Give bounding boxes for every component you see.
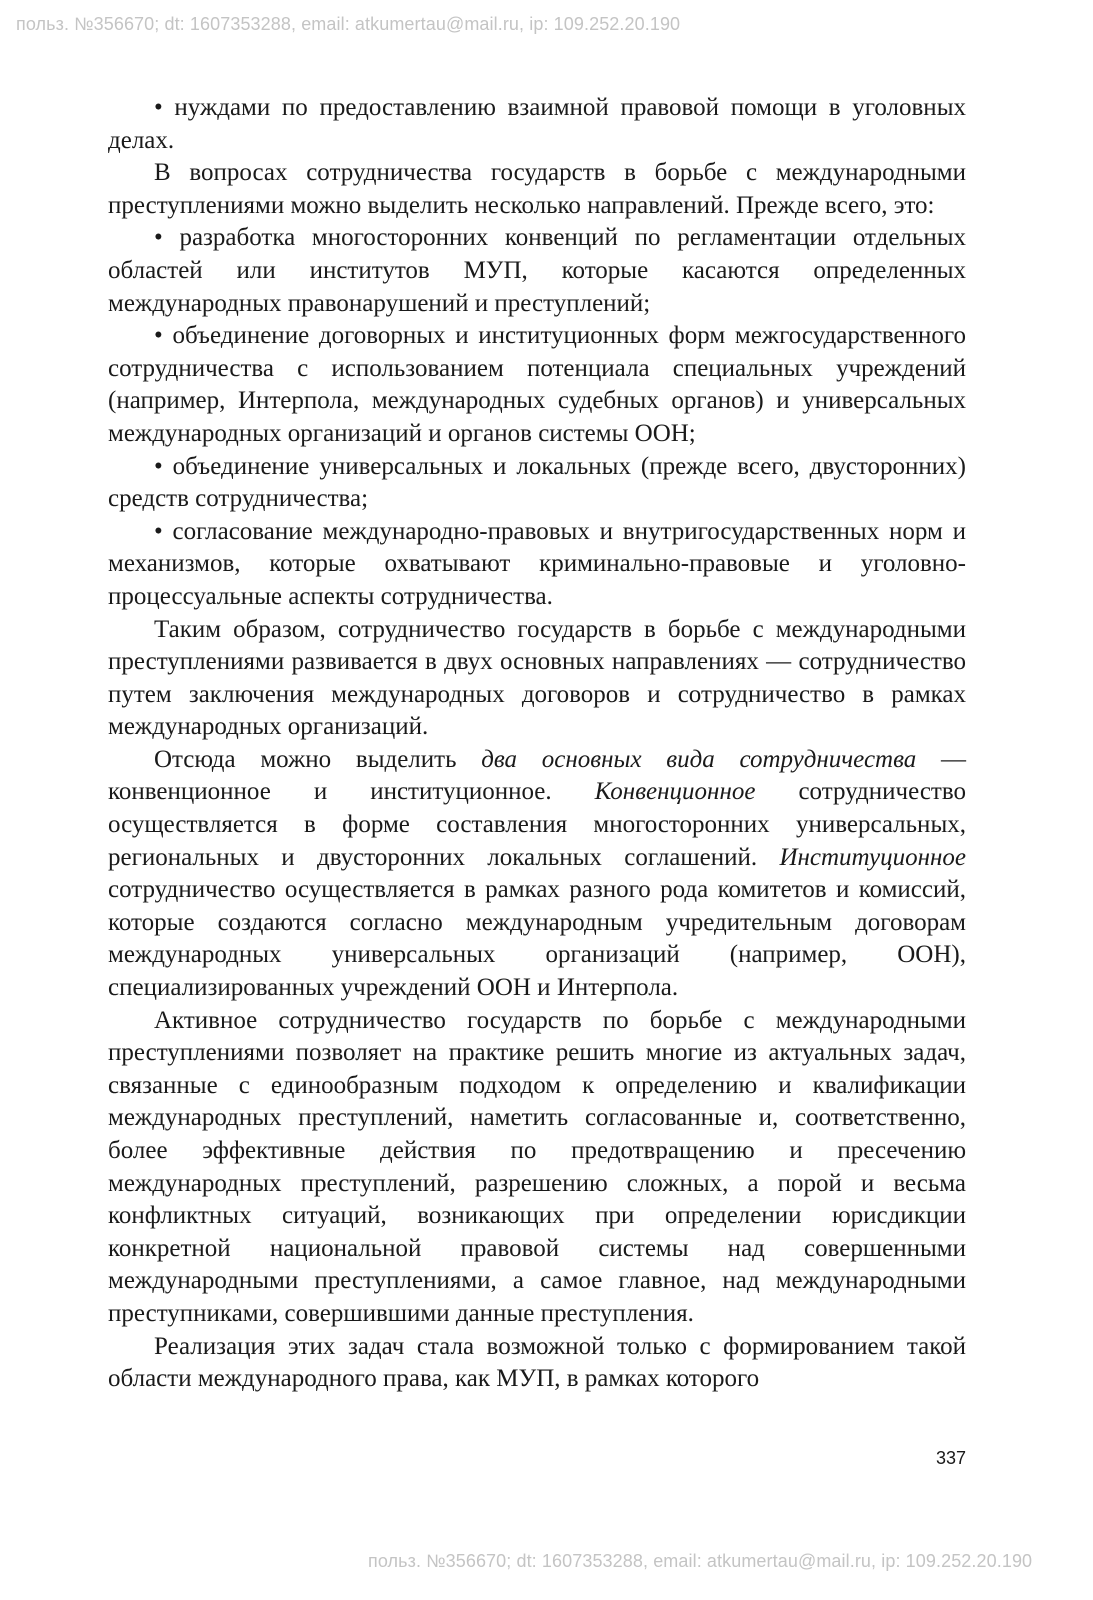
paragraph-8-text-4: сотрудничество осуществляется в рамках разного рода комитетов и комиссий, которые создаются согласно международным учредительным договорам международных универсальных организаций (например, ООН), специализированных учреждений ООН и Интерпола. [108,876,966,1002]
paragraph-9: Активное сотрудничество государств по борьбе с международными преступлениями позволяет на практике решить многие из актуальных задач, связанные с единообразным подходом к определению и квалификации международных преступлений, наметить согласованные и, соответственно, более эффективные действия по предотвращению и пресечению международных преступлений, разрешению сложных, а порой и весьма конфликтных ситуаций, возникающих при определении юрисдикции конкретной национальной правовой системы над совершенными международными преступлениями, а самое главное, над международными преступниками, совершившими данные преступления. [108,1006,966,1327]
paragraph-8-italic-1: два основных вида сотрудничества [481,745,917,773]
watermark-bottom: польз. №356670; dt: 1607353288, email: atkumertau@mail.ru, ip: 109.252.20.190 [368,1551,1033,1571]
paragraph-8-italic-2: Конвенционное [594,778,756,806]
page-body [108,92,966,1396]
watermark-top: польз. №356670; dt: 1607353288, email: atkumertau@mail.ru, ip: 109.252.20.190 [16,14,681,34]
paragraph-8-text-3: сотрудничество осуществляется в форме составления многосторонних универсальных, региональных и двусторонних локальных соглашений. [108,778,966,871]
paragraph-5: • объединение универсальных и локальных (прежде всего, двусторонних) средств сотрудничества; [108,452,966,513]
paragraph-7: Таким образом, сотрудничество государств в борьбе с международными преступлениями развивается в двух основных направлениях — сотрудничество путем заключения международных договоров и сотрудничество в рамках международных организаций. [108,615,966,741]
paragraph-8 [108,744,966,1005]
page-number: 337 [935,1448,966,1468]
paragraph-8-text-2: — конвенционное и институционное. [108,745,966,806]
paragraph-3: • разработка многосторонних конвенций по регламентации отдельных областей или институтов МУП, которые касаются определенных международных правонарушений и преступлений; [108,224,966,317]
paragraph-1: • нуждами по предоставлению взаимной правовой помощи в уголовных делах. [108,94,966,154]
paragraph-8-italic-3: Институционное [779,843,966,871]
paragraph-10: Реализация этих задач стала возможной только с формированием такой области международного права, как МУП, в рамках которого [108,1332,966,1393]
paragraph-2: В вопросах сотрудничества государств в борьбе с международными преступлениями можно выделить несколько направлений. Прежде всего, это: [108,159,966,219]
paragraph-6: • согласование международно-правовых и внутригосударственных норм и механизмов, которые охватывают криминально-правовые и уголовно-процессуальные аспекты сотрудничества. [108,517,966,610]
paragraph-4: • объединение договорных и институционных форм межгосударственного сотрудничества с использованием потенциала специальных учреждений (например, Интерпола, международных судебных органов) и универсальных международных организаций и органов системы ООН; [108,322,966,447]
paragraph-8-text-1: Отсюда можно выделить [154,745,482,773]
